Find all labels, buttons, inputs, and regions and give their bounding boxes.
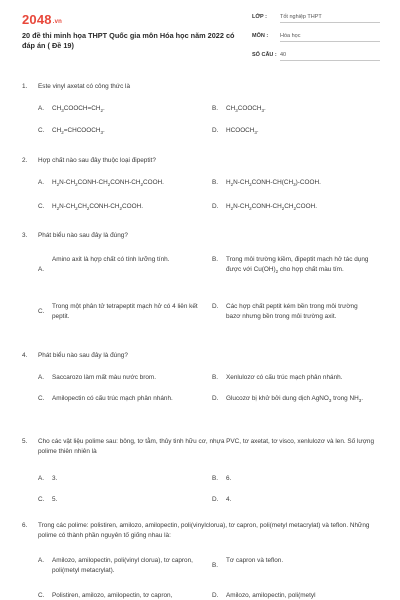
option-text: $CH_2=CHCOOCH_3$. (52, 127, 105, 135)
document-title: 20 đề thi minh họa THPT Quốc gia môn Hóa học năm 2022 có đáp án ( Đề 19) (22, 31, 235, 50)
question-text: Hợp chất nào sau đây thuộc loại đipeptit? (38, 157, 156, 164)
question-number: 5. (22, 438, 28, 445)
option-letter: D. (212, 496, 219, 503)
info-value: Tốt nghiệp THPT (280, 14, 380, 23)
option-letter: A. (38, 179, 45, 186)
info-label: SỐ CÂU : (252, 52, 277, 58)
option-text: $H_2N-CH_2CONH-CH(CH_3)$-COOH. (226, 179, 321, 187)
option-letter: D. (212, 127, 219, 134)
info-row-question-count (252, 52, 382, 71)
option-text: $H_2N-CH_2CONH-CH_2CONH-CH_2COOH$. (52, 179, 164, 187)
option-letter: A. (38, 557, 45, 564)
option-letter: A. (38, 266, 45, 273)
option-text: Trong một phân tử tetrapeptit mạch hở có 4 liên kết peptit. (52, 303, 198, 320)
info-label: LỚP : (252, 14, 267, 20)
question-text: Este vinyl axetat có công thức là (38, 83, 131, 90)
exam-info-panel (252, 14, 382, 71)
option-letter: C. (38, 203, 45, 210)
question-text: Phát biểu nào sau đây là đúng? (38, 352, 128, 359)
option-text: Trong môi trường kiềm, đipeptit mạch hở tác dụng được với $Cu(OH)_2$ cho hợp chất màu tím. (226, 256, 369, 274)
option-text: Saccarozo làm mất màu nước brom. (52, 374, 157, 381)
option-letter: B. (212, 374, 219, 381)
option-text: Amilozo, amilopectin, poli(vinyl clorua), tơ capron, poli(metyl metacrylat). (52, 557, 193, 574)
page-header (0, 0, 400, 70)
option-letter: B. (212, 562, 219, 569)
option-text: 6. (226, 475, 232, 482)
option-text: Amino axit là hợp chất có tính lưỡng tính. (52, 256, 170, 263)
question-number: 3. (22, 232, 28, 239)
option-text: $H_2N-CH_2CH_2CONH-CH_2COOH$. (52, 203, 143, 211)
option-letter: B. (212, 256, 219, 263)
info-value: 40 (280, 52, 380, 61)
option-letter: B. (212, 475, 219, 482)
info-row-subject (252, 33, 382, 52)
option-letter: D. (212, 395, 219, 402)
info-label: MÔN : (252, 33, 269, 39)
site-logo[interactable]: 2048.vn (22, 12, 63, 27)
option-letter: C. (38, 592, 45, 599)
option-letter: B. (212, 179, 219, 186)
option-text: 3. (52, 475, 58, 482)
option-letter: C. (38, 127, 45, 134)
question-number: 4. (22, 352, 28, 359)
option-letter: D. (212, 592, 219, 599)
question-text: Phát biểu nào sau đây là đúng? (38, 232, 128, 239)
option-text: $CH_3COOCH=CH_2$. (52, 105, 105, 113)
option-letter: C. (38, 395, 45, 402)
option-letter: A. (38, 374, 45, 381)
option-text: $HCOOCH_3$. (226, 127, 259, 135)
question-number: 6. (22, 522, 28, 529)
option-text: $H_2N-CH_2CONH-CH_2CH_2COOH$. (226, 203, 317, 211)
question-number: 2. (22, 157, 28, 164)
option-letter: A. (38, 475, 45, 482)
option-text: Tơ capron và teflon. (226, 557, 284, 564)
question-text: Cho các vật liệu polime sau: bông, tơ tằm, thủy tinh hữu cơ, nhựa PVC, tơ axetat, tơ visco, xenlulozơ và len. Số lượng polime thiên nhiên là (38, 438, 375, 455)
option-letter: C. (38, 496, 45, 503)
option-text: Xenlulozơ có cấu trúc mạch phân nhánh. (226, 374, 343, 381)
option-text: Amilozo, amilopectin, poli(metyl (226, 592, 316, 599)
option-letter: A. (38, 105, 45, 112)
option-text: 5. (52, 496, 58, 503)
option-letter: C. (38, 308, 45, 315)
option-letter: B. (212, 105, 219, 112)
option-text: Amilopectin có cấu trúc mạch phân nhánh. (52, 395, 173, 402)
option-letter: D. (212, 303, 219, 310)
option-text: Các hợp chất peptit kém bền trong môi trường bazơ nhưng bền trong môi trường axit. (226, 303, 358, 320)
option-text: 4. (226, 496, 232, 503)
question-text: Trong các polime: polistiren, amilozo, amilopectin, poli(vinylclorua), tơ capron, poli(metyl metacrylat) và teflon. Những polime có thành phần nguyên tố giống nhau là: (38, 522, 370, 539)
option-text: Polistiren, amilozo, amilopectin, tơ capron, (52, 592, 173, 599)
option-text: Glucozơ bị khử bởi dung dịch AgNO$_3$ trong $NH_3$. (226, 395, 364, 403)
question-number: 1. (22, 83, 28, 90)
info-row-grade (252, 14, 382, 33)
option-text: $CH_3COOCH_3$. (226, 105, 266, 113)
info-value: Hóa học (280, 33, 380, 42)
option-letter: D. (212, 203, 219, 210)
